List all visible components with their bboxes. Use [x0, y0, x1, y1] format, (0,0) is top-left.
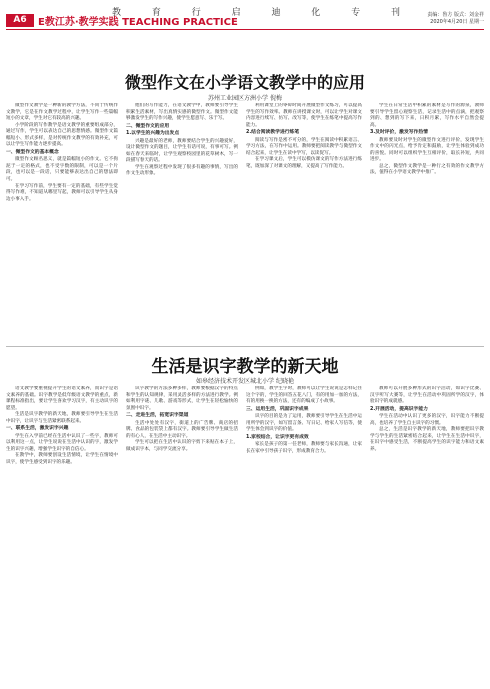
- masthead-rule: [6, 29, 484, 30]
- section-heading: 1.家校结合，让识字更有成效: [246, 434, 309, 440]
- paragraph: 总之，生活是识字教学的新天地，教师要把识字教学与学生的生活紧密结合起来，让学生在生活中识字，在识字中感受生活，不断提高学生的识字能力和语文素养。: [370, 427, 484, 452]
- section-heading: 一、微型作文的基本概念: [6, 149, 59, 155]
- issue-date: 2020年4月20日 星期一: [430, 19, 484, 25]
- section-heading: 1.以学生的兴趣为出发点: [126, 131, 180, 137]
- masthead-info: [334, 12, 484, 26]
- article2-title: 生活是识字教学的新天地: [151, 357, 339, 377]
- paragraph: 生活是识字教学的新天地，教师要引导学生在生活中识字，让识字与生活紧密联系起来。: [6, 412, 118, 424]
- paragraph: 生活中处处有汉字，街道上的广告牌、商店的招牌、食品的包装袋上都有汉字。教师要引导学生做生活的有心人，在生活中主动识字。: [126, 420, 238, 439]
- section-heading: 2.开展活动，提高识字能力: [370, 406, 428, 412]
- paragraph: 微型作文顾名思义，就是篇幅短小的作文。它不拘泥于一定的格式，也不受字数的限制，可以是一个片段，也可以是一段话，只要能够表达出自己的想法即可。: [6, 157, 118, 183]
- paragraph: 学生在观察过程中发现了很多有趣的事情，写出的作文生动形象。: [126, 164, 238, 177]
- paragraph: 在教学中，教师要创设生活情境，让学生在情境中识字，使学生感受到识字的乐趣。: [6, 453, 118, 466]
- paragraph: 教师可以开展多种形式的识字活动，如识字比赛、汉字听写大赛等，让学生在活动中巩固所学的汉字，体验识字的成就感。: [370, 386, 484, 405]
- paragraph: 例如，教学生字时，教师可以让学生说说是怎样记住这个字的，学生的回答五花八门，有的用加一加的方法，有的用换一换的方法，还有的编成了小故事。: [246, 386, 362, 405]
- article1-column-4: [370, 103, 484, 341]
- article2-column-3: [246, 386, 362, 684]
- masthead-title: 教 育 行 启 迪 化 专 刊: [112, 8, 415, 18]
- section-heading: 2.结合阅读教学进行练笔: [246, 130, 300, 136]
- article2-column-1: [6, 386, 118, 684]
- section-heading: 二、走进生活，拓宽识字渠道: [126, 413, 189, 419]
- article1-title: 微型作文在小学语文教学中的应用: [124, 73, 365, 92]
- article1-column-2: [126, 103, 238, 341]
- paragraph: 总之，微型作文教学是一种行之有效的作文教学方法，值得在小学语文教学中推广。: [370, 163, 484, 176]
- paragraph: 家长是孩子的第一任老师，教师要与家长沟通，让家长在家中引导孩子识字，形成教育合力。: [246, 442, 362, 454]
- paragraph: 识字的目的是为了运用，教师要引导学生在生活中运用所学的汉字，如写留言条、写日记、给家人写信等，使学生体会到识字的价值。: [246, 414, 362, 433]
- paragraph: 学生在日常生活中积累的素材是写作的源泉，教师要引导学生留心观察生活，记录生活中的点滴，把观察到的、想到的写下来，日积月累，写作水平自然会提高。: [370, 103, 484, 128]
- paragraph: 学生在活动中认识了更多的汉字，识字能力不断提高，也培养了学生自主识字的习惯。: [370, 414, 484, 426]
- paragraph: 微型作文教学是一种新的教学方法，不同于传统作文教学，它是在作文教学过程中，让学生写作一些篇幅短小的文章，学生对它有较高的兴趣。: [6, 103, 118, 122]
- paragraph: 学生在入学前已经在生活中认识了一些字，教师可以利用这一点，让学生说说在生活中认识的字，激发学生的识字兴趣，增强学生识字的自信心。: [6, 433, 118, 452]
- paragraph: 识字教学的方法多种多样，教师要根据汉字的特点和学生的认知规律，采用灵活多样的方法进行教学。例如利用字谜、儿歌、游戏等形式，让学生在轻松愉快的氛围中识字。: [126, 386, 238, 411]
- paragraph: 阅读与写作是密不可分的，学生在阅读中积累语言、学习方法，在写作中运用。教师要把阅读教学与微型作文结合起来，让学生在读中学写，以读促写。: [246, 137, 362, 156]
- paragraph: 利用课堂上的零碎时间开展微型作文练习，可以提高学生的写作效率。教师在讲授课文时，可以让学生对课文内容进行续写、仿写、改写等，使学生在练笔中提高写作能力。: [246, 103, 362, 128]
- paragraph: 学生可以把在生活中认识的字剪下来贴在本子上，做成识字本，与同学交流分享。: [126, 440, 238, 452]
- article1-column-1: [6, 103, 118, 341]
- article1-column-3: [246, 103, 362, 341]
- paragraph: 兴趣是最好的老师，教师要结合学生的兴趣爱好，设计微型作文的题目，让学生有话可说，有事可写。例如在春天来临时，让学生观察校园里的花草树木，写一段描写春天的话。: [126, 138, 238, 164]
- paragraph: 教师要及时对学生的微型作文进行评价，发现学生作文中的闪光点，给予肯定和鼓励，让学生体验到成功的喜悦。同时可以组织学生互相评价，取长补短，共同进步。: [370, 137, 484, 163]
- section-heading: 二、微型作文的应用: [126, 123, 170, 129]
- paragraph: 语文教学要重视提升学生的语文素养，而识字是语文素养的基础。识字教学是低年级语文教学的重点，新课程标准指出，要让学生喜欢学习汉字，有主动识字的愿望。: [6, 386, 118, 411]
- article2-column-4: [370, 386, 484, 684]
- article2-column-2: [126, 386, 238, 684]
- masthead: [0, 0, 490, 30]
- paragraph: 他们的写作能力，在语文教学中，教师要引导学生积累生活素材，写出真情实感的微型作文。微型作文能够激发学生的写作兴趣，使学生愿意写、乐于写。: [126, 103, 238, 122]
- article2-byline: 如皋经济技术开发区城北小学 纪晓艳: [196, 378, 294, 385]
- editor-credit: 责编：鲁方 版式：刘金祥: [427, 12, 484, 18]
- page-number: A6: [6, 14, 34, 27]
- article1-byline: 苏州工业园区方洲小学 倪梅: [208, 95, 282, 102]
- section-heading: 一、联系生活，激发识字兴趣: [6, 426, 69, 432]
- section-name: E教江苏·教学实践 TEACHING PRACTICE: [38, 17, 238, 28]
- section-heading: 3.及时评价，激发写作热情: [370, 130, 428, 136]
- paragraph: 在学习课文后，学生可以模仿课文的写作方法进行练笔，既加深了对课文的理解，又提高了写作能力。: [246, 157, 362, 169]
- paragraph: 在学习写作前，学生要有一定的基础，有些学生觉得写作难，不知道从哪里写起，教师可以引导学生从身边小事入手。: [6, 183, 118, 202]
- section-heading: 三、运用生活，巩固识字成果: [246, 406, 309, 412]
- article-divider: [6, 346, 484, 347]
- paragraph: 小学阶段的写作教学是语文教学的重要组成部分，通过写作，学生可以表达自己的思想情感。微型作文篇幅短小、形式多样，是对传统作文教学的有效补充，可以让学生写作能力逐步提高。: [6, 122, 118, 148]
